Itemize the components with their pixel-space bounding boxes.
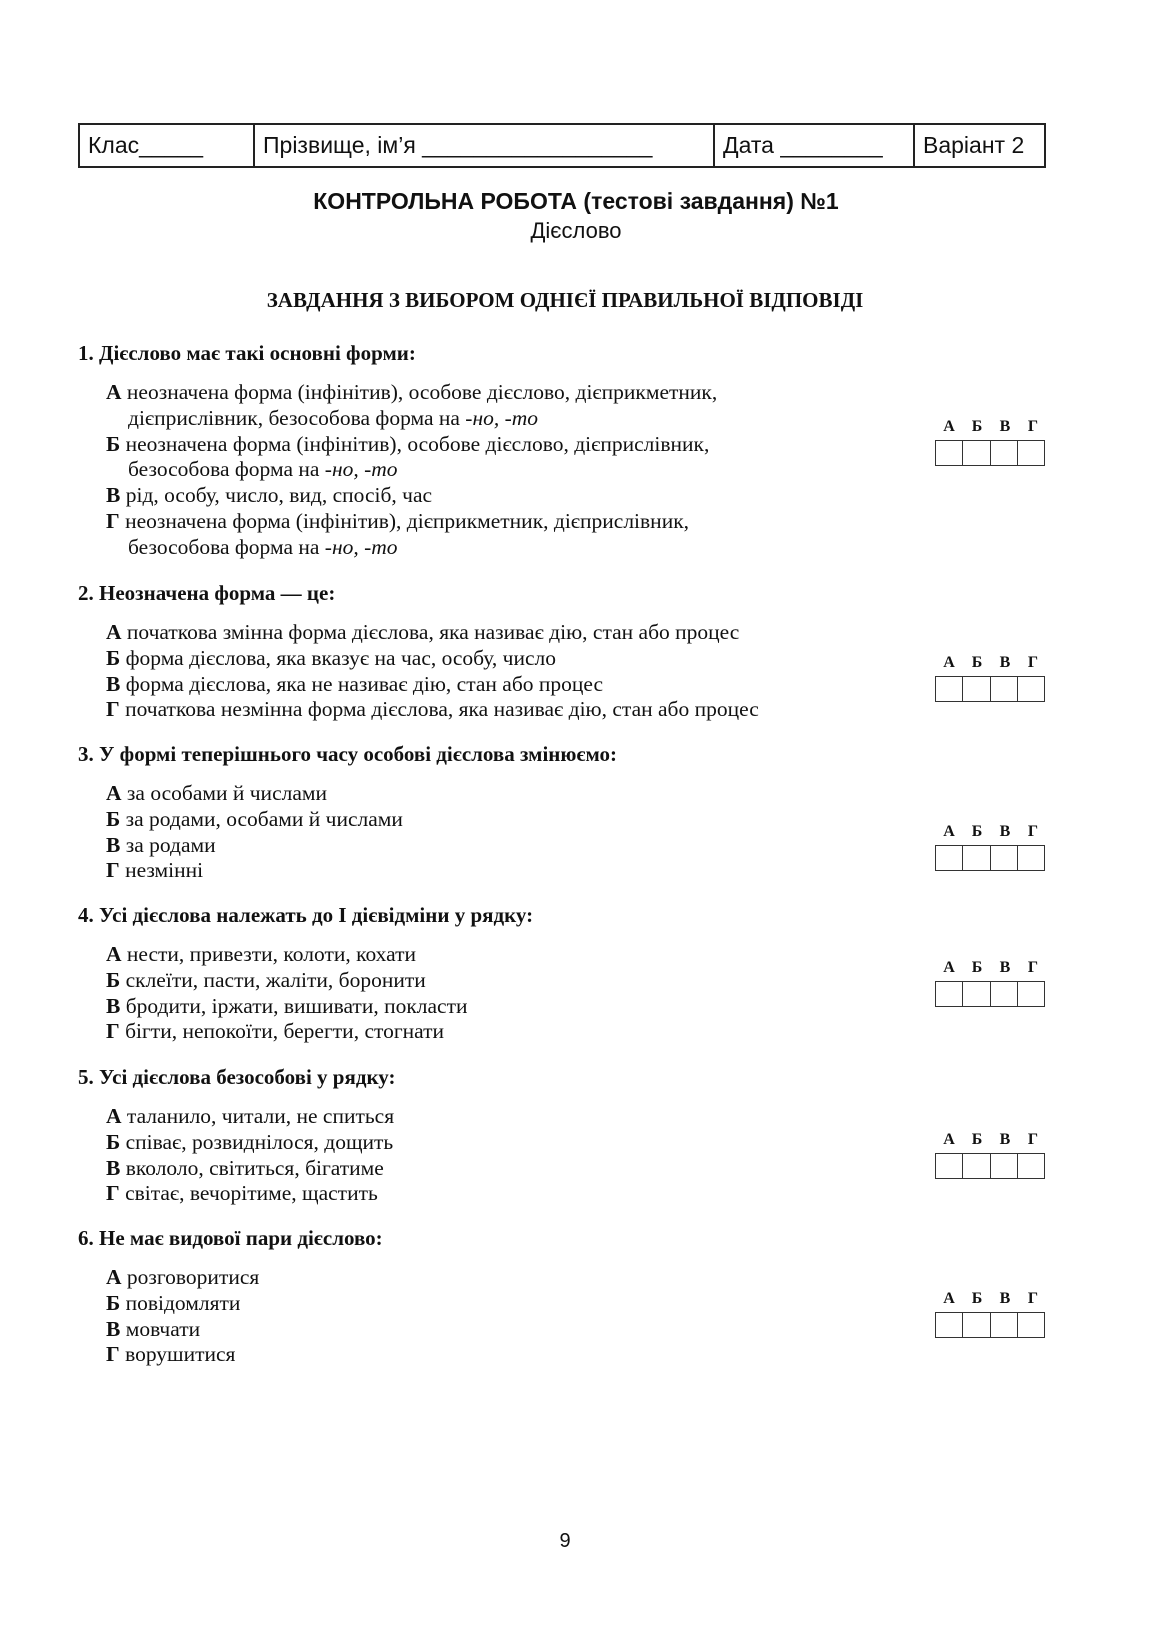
answer-label-b: Б	[971, 1131, 983, 1148]
answer-label-b: Б	[971, 959, 983, 976]
answer-label-v: В	[999, 418, 1011, 435]
option-text: неозначена форма (інфінітив), дієприкметник, дієприслівник,	[125, 508, 690, 533]
option-letter: Б	[106, 431, 121, 456]
variant-label: Варіант 2	[923, 132, 1025, 158]
answer-label-b: Б	[971, 1290, 983, 1307]
answer-box-b[interactable]	[963, 846, 990, 870]
answer-label-a: А	[943, 654, 955, 671]
option-letter: В	[106, 993, 121, 1018]
answer-grid-2	[935, 654, 1047, 702]
option-letter: А	[106, 942, 122, 966]
answer-label-g: Г	[1027, 959, 1039, 976]
answer-grid-4	[935, 959, 1047, 1007]
option-letter: В	[106, 832, 121, 857]
answer-label-a: А	[943, 1131, 955, 1148]
option-letter: Г	[106, 1181, 120, 1206]
answer-label-b: Б	[971, 418, 983, 435]
name-field[interactable]: Прізвище, ім’я __________________	[255, 125, 715, 166]
option-text: склеїти, пасти, жаліти, боронити	[125, 967, 426, 992]
options-list	[106, 781, 1078, 884]
answer-box-b[interactable]	[963, 1154, 990, 1178]
answer-grid-6	[935, 1290, 1047, 1338]
answer-box-g[interactable]	[1018, 1154, 1044, 1178]
answer-box-g[interactable]	[1018, 441, 1044, 465]
answer-grid-5	[935, 1131, 1047, 1179]
option-b	[106, 1130, 1078, 1156]
answer-box-v[interactable]	[991, 982, 1018, 1006]
answer-label-v: В	[999, 959, 1011, 976]
option-suffix: -но, -то	[324, 534, 398, 559]
answer-label-b: Б	[971, 654, 983, 671]
answer-box-v[interactable]	[991, 677, 1018, 701]
option-letter: Б	[106, 806, 121, 831]
option-text-cont: безособова форма на	[128, 534, 325, 559]
answer-label-a: А	[943, 1290, 955, 1307]
answer-label-v: В	[999, 1131, 1011, 1148]
option-letter: Б	[106, 1290, 121, 1315]
answer-box-b[interactable]	[963, 982, 990, 1006]
option-text: розговоритися	[126, 1265, 260, 1289]
options-list	[106, 942, 1078, 1045]
section-heading: ЗАВДАННЯ З ВИБОРОМ ОДНІЄЇ ПРАВИЛЬНОЇ ВІДПОВІДІ	[266, 288, 864, 312]
option-letter: В	[106, 671, 121, 696]
option-text: форма дієслова, яка не називає дію, стан або процес	[125, 671, 604, 696]
question-5	[78, 1064, 1078, 1207]
option-suffix: -но, -то	[465, 405, 539, 430]
option-letter: Г	[106, 1019, 120, 1044]
answer-label-a: А	[943, 823, 955, 840]
option-b	[106, 1291, 1078, 1317]
answer-box-v[interactable]	[991, 1313, 1018, 1337]
page-title: КОНТРОЛЬНА РОБОТА (тестові завдання) №1	[313, 188, 839, 214]
header-table	[78, 123, 1046, 168]
answer-box-a[interactable]	[936, 1313, 963, 1337]
option-v	[106, 833, 1078, 859]
option-a	[106, 380, 1078, 432]
option-v	[106, 1317, 1078, 1343]
answer-box-v[interactable]	[991, 441, 1018, 465]
answer-grid-3	[935, 823, 1047, 871]
option-text-cont: безособова форма на	[128, 457, 325, 482]
question-3	[78, 741, 1078, 884]
option-text: неозначена форма (інфінітив), особове дієслово, дієприкметник,	[126, 380, 718, 404]
answer-box-v[interactable]	[991, 1154, 1018, 1178]
answer-box-b[interactable]	[963, 1313, 990, 1337]
option-text: бігти, непокоїти, берегти, стогнати	[125, 1019, 445, 1044]
option-text: за родами, особами й числами	[125, 806, 403, 831]
option-v	[106, 672, 1078, 698]
answer-label-g: Г	[1027, 654, 1039, 671]
option-text: незмінні	[125, 858, 204, 883]
option-b	[106, 646, 1078, 672]
option-a	[106, 620, 1078, 646]
answer-box-a[interactable]	[936, 982, 963, 1006]
answer-box-a[interactable]	[936, 441, 963, 465]
answer-box-g[interactable]	[1018, 982, 1044, 1006]
option-b	[106, 968, 1078, 994]
answer-box-b[interactable]	[963, 677, 990, 701]
answer-box-v[interactable]	[991, 846, 1018, 870]
option-letter: Б	[106, 645, 121, 670]
answer-grid-1	[935, 418, 1047, 466]
option-text: рід, особу, число, вид, спосіб, час	[125, 483, 433, 508]
question-text: 4. Усі дієслова належать до І дієвідміни у рядку:	[78, 903, 534, 927]
question-text: 5. Усі дієслова безособові у рядку:	[78, 1065, 396, 1089]
option-text: неозначена форма (інфінітив), особове дієслово, дієприслівник,	[125, 431, 710, 456]
answer-label-g: Г	[1027, 1131, 1039, 1148]
option-g	[106, 1181, 1078, 1207]
answer-box-g[interactable]	[1018, 1313, 1044, 1337]
option-text-cont: дієприслівник, безособова форма на	[128, 405, 466, 430]
option-b	[106, 807, 1078, 833]
option-g	[106, 1019, 1078, 1045]
question-6	[78, 1225, 1078, 1368]
answer-box-a[interactable]	[936, 677, 963, 701]
option-b	[106, 432, 1078, 484]
answer-box-g[interactable]	[1018, 677, 1044, 701]
answer-label-g: Г	[1027, 823, 1039, 840]
option-suffix: -но, -то	[324, 457, 398, 482]
option-text: бродити, іржати, вишивати, покласти	[125, 993, 468, 1018]
options-list	[106, 1265, 1078, 1368]
answer-label-a: А	[943, 418, 955, 435]
option-letter: А	[106, 380, 122, 404]
option-a	[106, 942, 1078, 968]
option-g	[106, 858, 1078, 884]
option-letter: А	[106, 1104, 122, 1128]
answer-label-g: Г	[1027, 418, 1039, 435]
date-field[interactable]: Дата ________	[715, 125, 915, 166]
option-v	[106, 483, 1078, 509]
answer-label-b: Б	[971, 823, 983, 840]
option-g	[106, 1342, 1078, 1368]
option-letter: А	[106, 620, 122, 644]
answer-box-a[interactable]	[936, 846, 963, 870]
option-text: за родами	[125, 832, 216, 857]
option-g	[106, 509, 1078, 561]
question-4	[78, 902, 1078, 1045]
answer-box-g[interactable]	[1018, 846, 1044, 870]
options-list	[106, 1104, 1078, 1207]
answer-box-b[interactable]	[963, 441, 990, 465]
option-text: початкова незмінна форма дієслова, яка називає дію, стан або процес	[125, 697, 759, 722]
option-text: початкова змінна форма дієслова, яка називає дію, стан або процес	[126, 620, 740, 644]
option-letter: В	[106, 483, 121, 508]
question-text: 3. У формі теперішнього часу особові дієслова змінюємо:	[78, 742, 618, 766]
question-2	[78, 580, 1078, 723]
option-letter: А	[106, 1265, 122, 1289]
option-text: вкололо, світиться, бігатиме	[125, 1155, 384, 1180]
option-text: співає, розвиднілося, дощить	[125, 1129, 394, 1154]
page-number: 9	[559, 1530, 571, 1552]
options-list	[106, 380, 1078, 561]
question-text: 2. Неозначена форма — це:	[78, 581, 336, 605]
option-letter: Г	[106, 508, 120, 533]
option-text: нести, привезти, колоти, кохати	[126, 942, 417, 966]
answer-box-a[interactable]	[936, 1154, 963, 1178]
option-letter: А	[106, 781, 122, 805]
option-text: ворушитися	[125, 1342, 236, 1367]
option-letter: Б	[106, 1129, 121, 1154]
option-g	[106, 697, 1078, 723]
option-a	[106, 1265, 1078, 1291]
option-text: таланило, читали, не спиться	[126, 1104, 395, 1128]
question-1	[78, 340, 1078, 561]
option-text: світає, вечорітиме, щастить	[125, 1181, 378, 1206]
answer-label-v: В	[999, 1290, 1011, 1307]
option-text: мовчати	[125, 1316, 201, 1341]
option-text: форма дієслова, яка вказує на час, особу, число	[125, 645, 556, 670]
answer-label-g: Г	[1027, 1290, 1039, 1307]
option-letter: В	[106, 1155, 121, 1180]
option-text: за особами й числами	[126, 781, 327, 805]
option-letter: Г	[106, 697, 120, 722]
option-letter: Б	[106, 967, 121, 992]
option-letter: Г	[106, 858, 120, 883]
class-field[interactable]: Клас_____	[80, 125, 255, 166]
option-a	[106, 1104, 1078, 1130]
option-letter: В	[106, 1316, 121, 1341]
options-list	[106, 620, 1078, 723]
option-text: повідомляти	[125, 1290, 241, 1315]
option-v	[106, 994, 1078, 1020]
answer-label-v: В	[999, 654, 1011, 671]
answer-label-a: А	[943, 959, 955, 976]
answer-label-v: В	[999, 823, 1011, 840]
question-text: 6. Не має видової пари дієслово:	[78, 1226, 383, 1250]
option-letter: Г	[106, 1342, 120, 1367]
question-text: 1. Дієслово має такі основні форми:	[78, 341, 416, 365]
page-subtitle: Дієслово	[530, 218, 622, 243]
option-v	[106, 1156, 1078, 1182]
option-a	[106, 781, 1078, 807]
